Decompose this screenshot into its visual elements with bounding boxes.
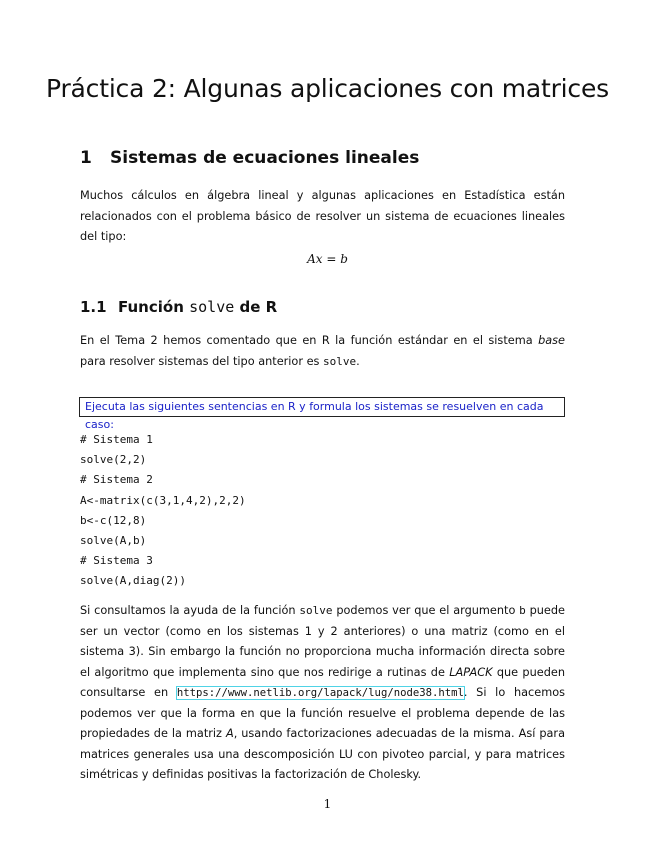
text-run: Si consultamos la ayuda de la función	[80, 604, 300, 617]
subsection-title-prefix: Función	[118, 298, 190, 316]
text-run: podemos ver que el argumento	[332, 604, 520, 617]
code-line: # Sistema 2	[80, 473, 153, 487]
italic-term: base	[538, 334, 565, 347]
code-line: solve(2,2)	[80, 453, 147, 467]
section-intro-paragraph: Muchos cálculos en álgebra lineal y algunas aplicaciones en Estadística están relacionados con el problema básico de resolver un sistema de ecuaciones lineales del tipo:	[80, 189, 565, 243]
subsection-title-suffix: de R	[234, 298, 278, 316]
inline-code: b	[519, 604, 526, 617]
text-run: para resolver sistemas del tipo anterior es	[80, 354, 324, 368]
code-line: solve(A,diag(2))	[80, 574, 186, 588]
section-title: Sistemas de ecuaciones lineales	[110, 148, 420, 168]
text-run: , usando factorizaciones adecuadas de la misma. Así para matrices generales usa una descomposición LU con pivoteo parcial, y para matrices simétricas y definidas positivas la factorización de Cholesky.	[80, 727, 565, 781]
subsection-heading	[80, 296, 277, 318]
section-heading	[80, 146, 419, 170]
text-run: En el Tema 2 hemos comentado que en R la función estándar en el sistema	[80, 334, 539, 347]
inline-code: solve	[323, 354, 357, 368]
document-title: Práctica 2: Algunas aplicaciones con matrices	[46, 74, 609, 103]
subsection-paragraph	[80, 331, 565, 372]
italic-term: A	[225, 727, 234, 740]
code-line: A<-matrix(c(3,1,4,2),2,2)	[80, 493, 246, 507]
subsection-number: 1.1	[80, 298, 107, 316]
text-run: que pueden consultarse en	[80, 665, 565, 699]
final-paragraph	[80, 601, 565, 786]
inline-code: solve	[299, 604, 333, 617]
italic-term: LAPACK	[449, 665, 493, 679]
equation: Ax = b	[307, 252, 348, 266]
text-run: . Si lo hacemos podemos ver que la forma en que la función resuelve el problema depende de las propiedades de la matriz	[80, 686, 565, 740]
text-run: .	[356, 354, 360, 368]
exercise-box: Ejecuta las siguientes sentencias en R y formula los sistemas se resuelven en cada caso:	[79, 397, 565, 417]
code-line: b<-c(12,8)	[80, 513, 147, 527]
page-number: 1	[323, 797, 332, 811]
code-line: # Sistema 1	[80, 433, 153, 446]
code-block	[80, 430, 246, 592]
code-line: solve(A,b)	[80, 534, 147, 548]
text-run: puede ser un vector (como en los sistemas 1 y 2 anteriores) o una matriz (como en el sistema 3). Sin embargo la función no proporciona mucha información directa sobre el algoritmo que implementa sino que nos redirige a rutinas de	[80, 604, 566, 679]
subsection-title-code: solve	[189, 298, 235, 316]
code-line: # Sistema 3	[80, 554, 153, 568]
netlib-link[interactable]: https://www.netlib.org/lapack/lug/node38.html	[176, 687, 464, 699]
section-number: 1	[80, 148, 92, 168]
